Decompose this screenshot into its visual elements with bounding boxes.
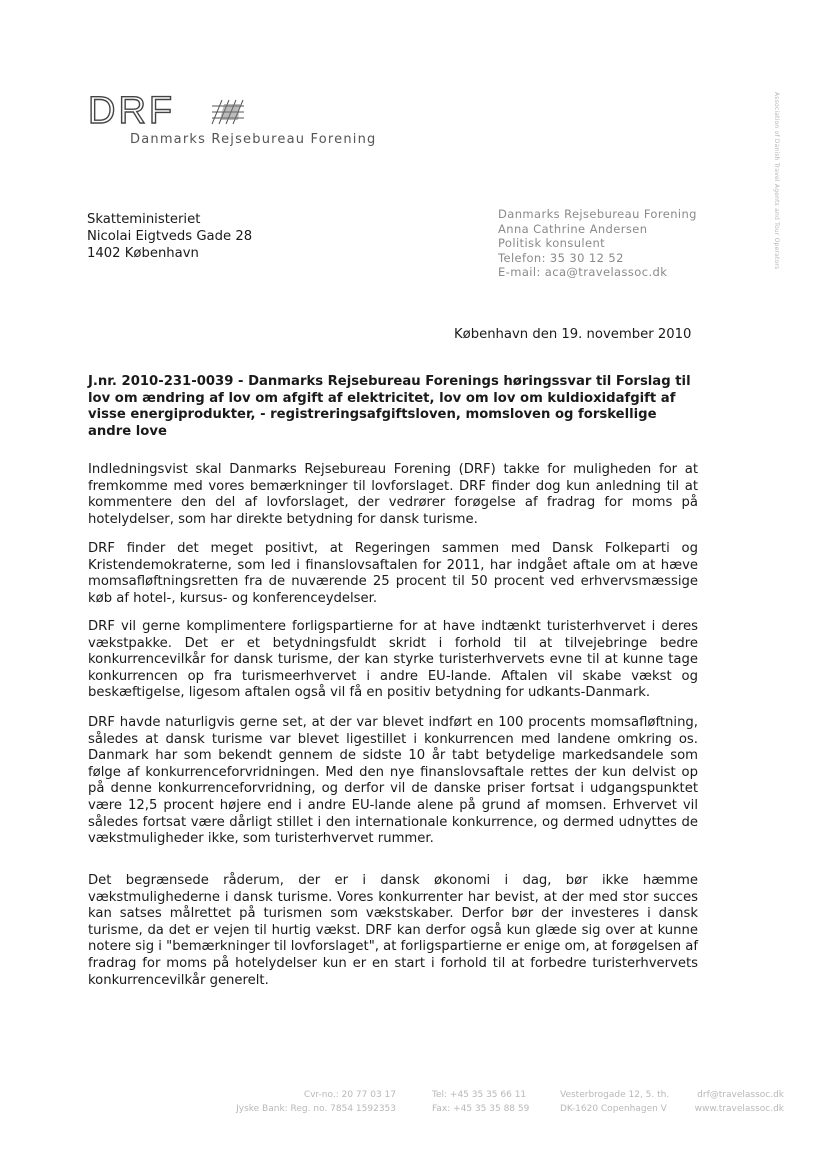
footer-city: DK-1620 Copenhagen V [560, 1104, 667, 1114]
recipient-line: 1402 København [87, 246, 199, 261]
sender-block [498, 207, 697, 280]
sender-email: E-mail: aca@travelassoc.dk [498, 265, 668, 279]
sender-title: Politisk konsulent [498, 236, 606, 250]
footer-address [560, 1088, 669, 1116]
recipient-line: Nicolai Eigtveds Gade 28 [87, 229, 253, 244]
body-paragraph [88, 715, 698, 848]
body-paragraph [88, 873, 698, 989]
letter-date: København den 19. november 2010 [454, 327, 692, 342]
footer-phone-block [432, 1088, 529, 1116]
footer-web-link[interactable]: www.travelassoc.dk [694, 1104, 784, 1114]
footer-tel: Tel: +45 35 35 66 11 [432, 1090, 527, 1100]
company-logo [88, 90, 448, 154]
subject-heading: J.nr. 2010-231-0039 - Danmarks Rejsebureau Forenings høringssvar til Forslag til lov om ændring af lov om afgift af elektricitet, lov om lov om kuldioxidafgift af visse energiprodukter, - registreringsafgiftsloven, momsloven og forskellige andre love [88, 374, 691, 439]
globe-grid-icon [210, 98, 246, 126]
footer-registration [232, 1088, 396, 1116]
paragraph-text: DRF vil gerne komplimentere forligspartierne for at have indtænkt turisterhvervet i deres vækstpakke. Det er et betydningsfuldt skridt i forhold til at tilvejebringe bedre konkurrencevilkår for dansk turisme, der kan styrke turisterhvervets evne til at kunne tage konkurrencen op fra turismeerhvervet i andre EU-lande. Aftalen vil skabe vækst og beskæftigelse, ligesom aftalen også vil få en positiv betydning for udkants-Danmark. [88, 619, 698, 701]
recipient-address [87, 211, 252, 262]
logo-organization-name: Danmarks Rejsebureau Forening [130, 132, 377, 147]
paragraph-text: Det begrænsede råderum, der er i dansk økonomi i dag, bør ikke hæmme vækstmulighederne i dansk turisme. Vores konkurrenter har bevist, at der med stor succes kan satses målrettet på turismen som vækstskaber. Derfor bør der investeres i dansk turisme, da det er vejen til hurtig vækst. DRF kan derfor også kun glæde sig over at kunne notere sig i "bemærkninger til lovforslaget", at forligspartierne er enige om, at forøgelsen af fradrag for moms på hotelydelser kun er en start i forhold til at forbedre turisterhvervets konkurrencevilkår generelt. [88, 873, 698, 988]
footer-cvr: Cvr-no.: 20 77 03 17 [303, 1090, 396, 1100]
paragraph-text: Indledningsvist skal Danmarks Rejsebureau Forening (DRF) takke for muligheden for at fremkomme med vores bemærkninger til lovforslaget. DRF finder dog kun anledning til at kommentere den del af lovforslaget, der vedrører forøgelse af fradrag for moms på hotelydelser, som har direkte betydning for dansk turisme. [88, 462, 698, 527]
sender-name: Anna Cathrine Andersen [498, 221, 648, 236]
sender-organization: Danmarks Rejsebureau Forening [498, 207, 697, 221]
recipient-line: Skatteministeriet [87, 212, 201, 227]
paragraph-text: DRF havde naturligvis gerne set, at der var blevet indført en 100 procents momsafløftning, således at dansk turisme var blevet ligestillet i konkurrencen med landene omkring os. Danmark har som bekendt gennem de sidste 10 år tabt betydelige markedsandele som følge af konkurrenceforvridningen. Med den nye finanslovsaftale rettes der kun delvist op på denne konkurrenceforvridning, og derfor vil de danske priser fortsat i udgangspunktet være 12,5 procent højere end i andre EU-lande alene på grund af momsen. Erhvervet vil således fortsat være dårligt stillet i den internationale konkurrence, og dermed udnyttes de vækstmuligheder ikke, som turisterhvervet rummer. [88, 715, 698, 847]
footer-street: Vesterbrogade 12, 5. th. [560, 1090, 670, 1100]
footer-email-link[interactable]: drf@travelassoc.dk [697, 1090, 784, 1100]
paragraph-text: DRF finder det meget positivt, at Regeringen sammen med Dansk Folkeparti og Kristendemokraterne, som led i finanslovsaftalen for 2011, har indgået aftale om at hæve momsafløftningsretten fra de nuværende 25 procent til 50 procent ved erhvervsmæssige køb af hotel-, kursus- og konferenceydelser. [88, 541, 698, 606]
body-paragraph [88, 541, 698, 607]
footer-fax: Fax: +45 35 35 88 59 [432, 1104, 530, 1114]
footer-contact [684, 1088, 784, 1116]
body-paragraph [88, 462, 698, 528]
sender-phone: Telefon: 35 30 12 52 [498, 250, 624, 265]
side-address-text: Association of Danish Travel Agents and Tour Operators [773, 92, 780, 270]
logo-acronym: DRF [88, 90, 176, 132]
footer-bank: Jyske Bank: Reg. no. 7854 1592353 [236, 1104, 396, 1114]
body-paragraph [88, 619, 698, 702]
